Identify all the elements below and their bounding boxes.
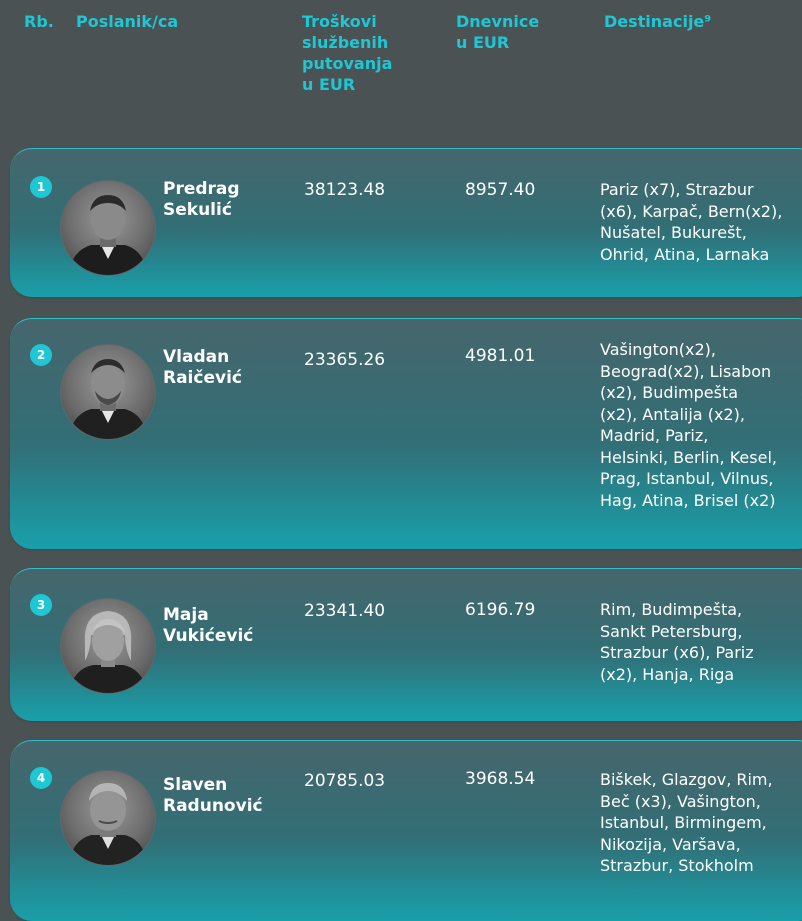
header-troskovi: Troškovi službenih putovanja u EUR [302, 12, 393, 94]
rank-badge: 2 [30, 344, 52, 366]
mp-name: Vladan Raičević [163, 347, 242, 388]
mp-name: Maja Vukićević [163, 605, 254, 646]
destinacije-text: Pariz (x7), Strazbur (x6), Karpač, Bern(x2), Nušatel, Bukurešt, Ohrid, Atina, Larnaka [600, 180, 783, 264]
troskovi-value: 38123.48 [304, 180, 386, 200]
avatar-portrait [60, 770, 156, 866]
rank-badge: 1 [30, 176, 52, 198]
header-destinacije: Destinacije⁹ [604, 12, 712, 31]
mp-name: Slaven Radunović [163, 775, 263, 816]
rank-badge: 4 [30, 767, 52, 789]
destinacije-text: Rim, Budimpešta, Sankt Petersburg, Strazbur (x6), Pariz (x2), Hanja, Riga [600, 600, 754, 684]
troskovi-value: 23341.40 [304, 601, 386, 621]
troskovi-value: 23365.26 [304, 350, 386, 370]
header-poslanik: Poslanik/ca [76, 12, 179, 31]
avatar-portrait [60, 180, 156, 276]
destinacije-text: Vašington(x2), Beograd(x2), Lisabon (x2), Budimpešta (x2), Antalija (x2), Madrid, Pariz, Helsinki, Berlin, Kesel, Prag, Istanbul, Vilnus, Hag, Atina, Brisel (x2) [600, 340, 777, 510]
header-dnevnice: Dnevnice u EUR [456, 12, 540, 52]
troskovi-value: 20785.03 [304, 771, 386, 791]
rank-badge: 3 [30, 594, 52, 616]
dnevnice-value: 6196.79 [465, 600, 536, 620]
avatar-portrait [60, 344, 156, 440]
dnevnice-value: 3968.54 [465, 769, 536, 789]
dnevnice-value: 8957.40 [465, 180, 536, 200]
dnevnice-value: 4981.01 [465, 346, 536, 366]
avatar-portrait [60, 598, 156, 694]
destinacije-text: Biškek, Glazgov, Rim, Beč (x3), Vašington, Istanbul, Birmingem, Nikozija, Varšava, Strazbur, Stokholm [600, 770, 773, 875]
header-rb: Rb. [24, 12, 54, 31]
mp-name: Predrag Sekulić [163, 179, 240, 220]
